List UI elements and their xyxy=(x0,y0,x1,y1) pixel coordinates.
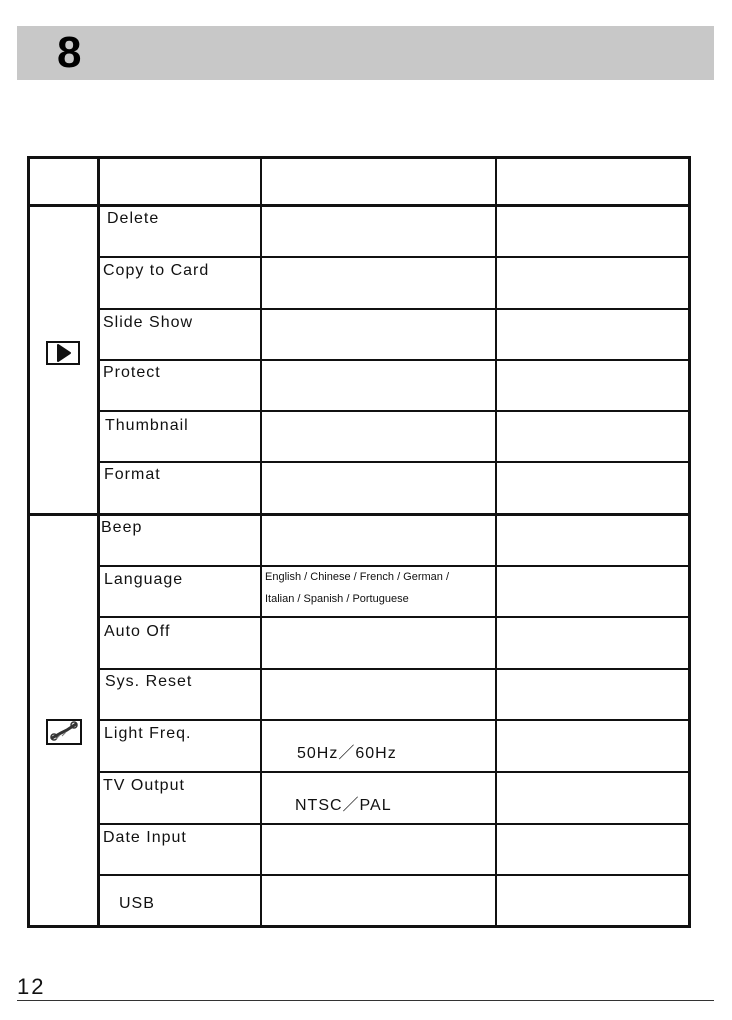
column-divider xyxy=(260,159,262,925)
menu-item-copy-to-card: Copy to Card xyxy=(103,262,210,279)
menu-item-usb: USB xyxy=(119,895,155,912)
row-divider xyxy=(97,823,688,825)
chapter-header xyxy=(17,26,714,80)
row-divider xyxy=(97,308,688,310)
menu-item-language: Language xyxy=(104,571,184,588)
row-divider xyxy=(97,256,688,258)
row-divider xyxy=(97,359,688,361)
language-options-line2: Italian / Spanish / Portuguese xyxy=(265,593,409,605)
menu-table xyxy=(27,156,691,928)
menu-item-thumbnail: Thumbnail xyxy=(105,417,189,434)
footer-rule xyxy=(17,1000,714,1001)
menu-item-slide-show: Slide Show xyxy=(103,314,194,331)
column-divider xyxy=(495,159,497,925)
play-icon xyxy=(46,341,80,365)
menu-item-date-input: Date Input xyxy=(103,829,187,846)
menu-item-auto-off: Auto Off xyxy=(104,623,171,640)
menu-item-beep: Beep xyxy=(101,519,143,536)
page-number: 12 xyxy=(17,974,46,999)
menu-item-tv-output: TV Output xyxy=(103,777,185,794)
menu-item-light-freq: Light Freq. xyxy=(104,725,192,742)
row-divider xyxy=(97,719,688,721)
row-divider xyxy=(97,461,688,463)
row-divider xyxy=(97,410,688,412)
column-divider xyxy=(97,159,100,925)
row-divider xyxy=(97,616,688,618)
menu-item-protect: Protect xyxy=(103,364,161,381)
menu-item-delete: Delete xyxy=(107,210,160,227)
language-options-line1: English / Chinese / French / German / xyxy=(265,571,450,583)
row-divider xyxy=(97,668,688,670)
row-divider xyxy=(97,771,688,773)
light-freq-options: 50Hz／60Hz xyxy=(297,745,397,762)
menu-item-format: Format xyxy=(104,466,161,483)
chapter-number: 8 xyxy=(57,28,82,77)
section-divider xyxy=(30,513,688,516)
menu-item-sys-reset: Sys. Reset xyxy=(105,673,193,690)
row-divider xyxy=(30,204,688,207)
tv-output-options: NTSC／PAL xyxy=(295,797,392,814)
row-divider xyxy=(97,874,688,876)
wrench-icon xyxy=(46,719,82,745)
